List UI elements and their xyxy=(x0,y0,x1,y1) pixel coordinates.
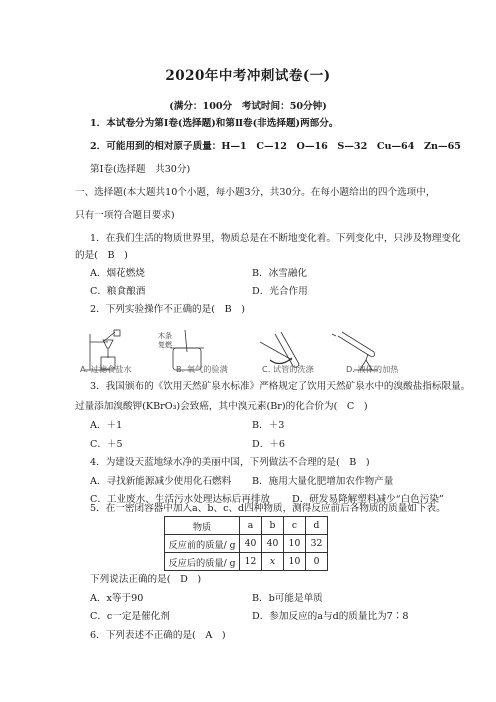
q2-caption-c: C. 试管的洗涤 xyxy=(262,364,314,374)
q1-stem: 1．在我们生活的物质世界里，物质总是在不断地变化着。下列变化中，只涉及物理变化 xyxy=(90,233,461,244)
section-1-heading: 一、选择题(本大题共10个小题，每小题3分，共30分。在每小题给出的四个选项中， xyxy=(75,187,436,198)
table-cell: c xyxy=(284,517,306,535)
q4-option-a: A．寻找新能源减少使用化石燃料 xyxy=(90,476,232,487)
table-cell: 0 xyxy=(306,553,328,571)
table-cell: 40 xyxy=(262,535,284,553)
table-header-row xyxy=(165,517,328,535)
note-2: 2．可能用到的相对原子质量：H—1 C—12 O—16 S—32 Cu—64 Zn—65 xyxy=(90,141,461,152)
q6-stem: 6．下列表述不正确的是( A ) xyxy=(90,630,226,641)
part-1-heading: 第Ⅰ卷(选择题 共30分) xyxy=(90,164,191,175)
q1-option-a: A．烟花燃烧 xyxy=(90,268,145,279)
q4-stem: 4．为建设天蓝地绿水净的美丽中国，下列做法不合理的是( B ) xyxy=(90,457,370,468)
table-cell: d xyxy=(306,517,328,535)
table-cell: b xyxy=(262,517,284,535)
table-cell: 40 xyxy=(240,535,262,553)
table-cell: 反应前的质量/ g xyxy=(165,535,240,553)
q2-caption-d: D. 液体的加热 xyxy=(346,364,399,374)
exam-subtitle: (满分：100分 考试时间：50分钟) xyxy=(169,101,327,112)
q5-ask: 下列说法正确的是( D ) xyxy=(90,574,202,585)
q1-stem-cont: 的是( B ) xyxy=(75,250,128,261)
q5-option-b: B．b可能是单质 xyxy=(252,593,323,604)
q3-stem-cont: 过量添加溴酸钾(KBrO₃)会致癌，其中溴元素(Br)的化合价为( C ) xyxy=(75,401,368,412)
q3-option-d: D．＋6 xyxy=(252,439,285,450)
table-cell: 反应后的质量/ g xyxy=(165,553,240,571)
label-recover: 复燃 xyxy=(158,341,172,349)
section-1-heading-cont: 只有一项符合题目要求) xyxy=(75,210,175,221)
q5-option-a: A．x等于90 xyxy=(90,593,144,604)
table-cell: 10 xyxy=(284,553,306,571)
q5-option-c: C．c一定是催化剂 xyxy=(90,611,170,622)
q2-caption-b: B. 氧气的验满 xyxy=(176,364,228,374)
q5-mass-table xyxy=(164,516,328,571)
table-cell: 12 xyxy=(240,553,262,571)
q1-option-b: B．冰雪融化 xyxy=(252,268,308,279)
table-row xyxy=(165,535,328,553)
table-cell: 10 xyxy=(284,535,306,553)
page-title: 2020年中考冲刺试卷(一) xyxy=(165,68,331,84)
q1-option-c: C．粮食酿酒 xyxy=(90,286,146,297)
table-cell: a xyxy=(240,517,262,535)
q2-caption-a: A. 过滤食盐水 xyxy=(80,364,132,374)
q4-option-c: C．工业废水、生活污水处理达标后再排放 xyxy=(90,494,271,505)
q3-option-c: C．＋5 xyxy=(90,439,123,450)
q5-stem: 5．在一密闭容器中加入a、b、c、d四种物质，测得反应前后各物质的质量如下表。 xyxy=(90,503,446,514)
tube-washing-figure xyxy=(260,332,299,368)
q3-stem: 3．我国颁布的《饮用天然矿泉水标准》严格规定了饮用天然矿泉水中的溴酸盐指标限量。 xyxy=(90,381,471,392)
table-row xyxy=(165,553,328,571)
q2-stem: 2．下列实验操作不正确的是( B ) xyxy=(90,304,245,315)
q4-option-d: D．研发易降解塑料减少“白色污染” xyxy=(292,494,444,505)
note-1: 1．本试卷分为第Ⅰ卷(选择题)和第Ⅱ卷(非选择题)两部分。 xyxy=(90,118,339,129)
table-cell: x xyxy=(262,553,284,571)
q5-option-d: D．参加反应的a与d的质量比为7∶8 xyxy=(252,611,409,622)
q3-option-a: A．＋1 xyxy=(90,420,123,431)
table-cell: 物质 xyxy=(165,517,240,535)
label-wood: 木条 xyxy=(158,332,172,340)
table-cell: 32 xyxy=(306,535,328,553)
q3-option-b: B．＋3 xyxy=(252,420,285,431)
q4-option-b: B．施用大量化肥增加农作物产量 xyxy=(252,476,394,487)
q1-option-d: D．光合作用 xyxy=(252,286,308,297)
